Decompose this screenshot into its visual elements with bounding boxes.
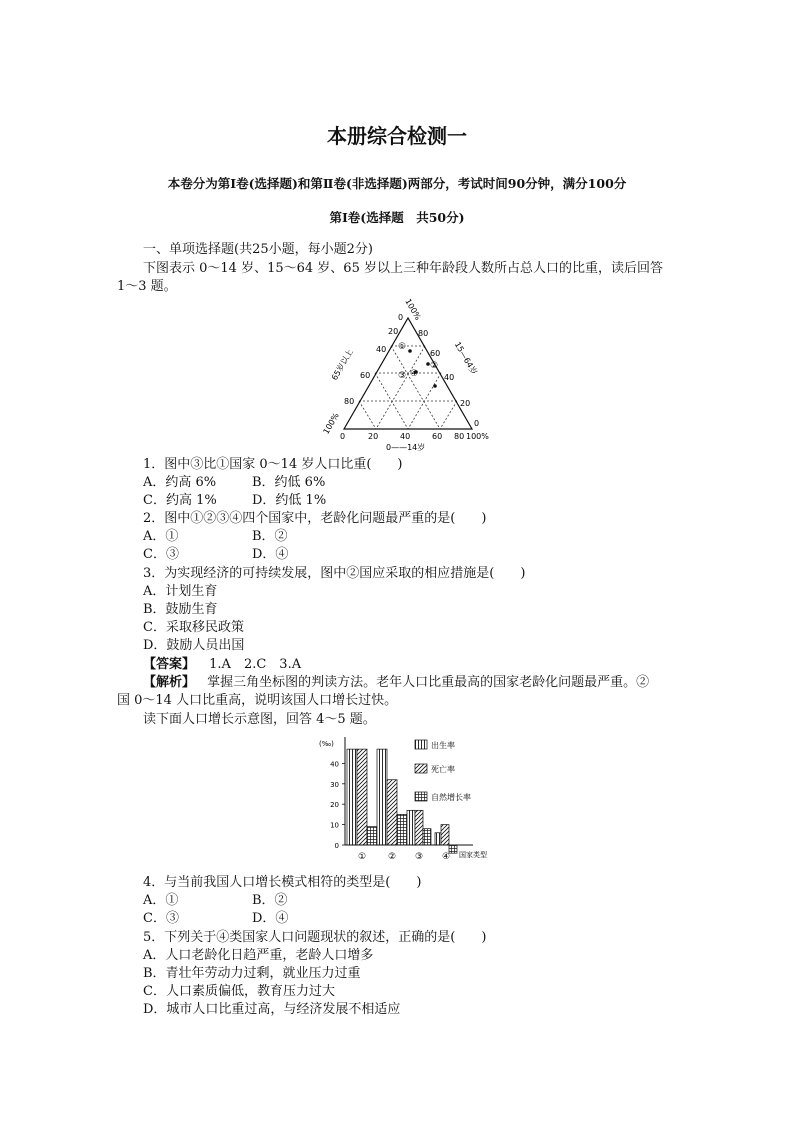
- analysis-text: 掌握三角坐标图的判读方法。老年人口比重最高的国家老龄化问题最严重。②: [207, 675, 650, 690]
- y-tick-label: 0: [334, 842, 339, 850]
- analysis-line: [143, 674, 649, 692]
- answer-label: 【答案】: [143, 657, 196, 672]
- y-tick-label: 10: [330, 821, 339, 830]
- legend-swatch-birth: [415, 740, 427, 749]
- left-tick: 60: [360, 371, 371, 380]
- option-d: D．④: [252, 911, 289, 926]
- left-tick: 80: [344, 397, 355, 406]
- x-tick-label: ③: [414, 852, 424, 862]
- question-2: 2．图中①②③④四个国家中，老龄化问题最严重的是( ): [143, 511, 487, 526]
- country-point-4: [433, 384, 437, 388]
- y-tick-label: 30: [330, 780, 339, 789]
- left-tick: 20: [388, 327, 399, 336]
- option-c: C．采取移民政策: [143, 620, 244, 635]
- bar-natural-growth: [397, 814, 407, 845]
- option-b: B．②: [252, 893, 288, 908]
- option-a: A．①: [143, 529, 179, 544]
- option-a: A．约高 6%: [143, 475, 217, 490]
- bar-death-rate: [415, 810, 423, 845]
- legend-label: 自然增长率: [431, 793, 471, 802]
- page-title: 本册综合检测一: [327, 124, 467, 148]
- legend-label: 出生率: [431, 741, 455, 750]
- x-tick-label: ②: [387, 852, 397, 862]
- bar-death-rate: [357, 749, 367, 845]
- right-tick: 60: [430, 349, 441, 358]
- option-b: B．青壮年劳动力过剩，就业压力过重: [143, 966, 361, 981]
- question-5: 5．下列关于④类国家人口问题现状的叙述，正确的是( ): [143, 930, 487, 945]
- left-tick: 100%: [321, 411, 341, 436]
- right-tick: 80: [418, 329, 429, 338]
- option-d: D．④: [252, 547, 289, 562]
- question-stem-4-5: 读下面人口增长示意图，回答 4～5 题。: [143, 712, 376, 727]
- bottom-tick: 0: [340, 432, 346, 441]
- y-tick-label: 40: [330, 760, 339, 769]
- option-a: A．计划生育: [143, 584, 218, 599]
- option-d: D．城市人口比重过高，与经济发展不相适应: [143, 1002, 401, 1017]
- x-tick-label: ④: [441, 852, 451, 862]
- question-3: 3．为实现经济的可持续发展，图中②国应采取的相应措施是( ): [143, 566, 526, 581]
- ternary-chart: [318, 296, 508, 456]
- bottom-tick: 20: [368, 432, 379, 441]
- bar-death-rate: [441, 825, 449, 845]
- question-stem-1-3-cont: 1～3 题。: [117, 279, 177, 294]
- y-axis-label: (‰): [319, 740, 334, 748]
- option-d: D．鼓励人员出国: [143, 638, 245, 653]
- right-axis-label: 15—64岁: [452, 340, 479, 377]
- country-point-1: [408, 349, 412, 353]
- right-tick: 20: [460, 399, 471, 408]
- right-tick: 0: [474, 419, 480, 428]
- legend: [415, 740, 471, 802]
- answer-text: 1.A 2.C 3.A: [209, 657, 302, 672]
- bottom-tick: 60: [432, 432, 443, 441]
- bar-death-rate: [387, 780, 397, 845]
- point-label: ④: [410, 369, 419, 379]
- option-b: B．②: [252, 529, 288, 544]
- option-c: C．③: [143, 911, 179, 926]
- legend-label: 死亡率: [431, 765, 455, 774]
- question-4: 4．与当前我国人口增长模式相符的类型是( ): [143, 875, 422, 890]
- legend-swatch-death: [415, 764, 427, 773]
- analysis-label: 【解析】: [143, 675, 196, 690]
- option-b: B．鼓励生育: [143, 602, 218, 617]
- option-a: A．人口老龄化日趋严重，老龄人口增多: [143, 948, 374, 963]
- option-c: C．人口素质偏低，教育压力过大: [143, 984, 335, 999]
- population-growth-chart: [315, 733, 505, 863]
- bottom-axis-label: 0——14岁: [386, 443, 426, 452]
- exam-intro: 本卷分为第Ⅰ卷(选择题)和第Ⅱ卷(非选择题)两部分，考试时间90分钟，满分100分: [167, 176, 627, 191]
- part-heading: 第Ⅰ卷(选择题 共50分): [329, 210, 465, 225]
- option-b: B．约低 6%: [252, 475, 326, 490]
- bar-natural-growth: [449, 845, 457, 853]
- analysis-text-cont: 国 0～14 人口比重高，说明该国人口增长过快。: [117, 693, 398, 708]
- y-tick-label: 20: [330, 801, 339, 810]
- x-axis-label: 国家类型: [459, 851, 487, 859]
- bottom-tick: 100%: [466, 432, 489, 441]
- left-tick: 0: [398, 313, 404, 322]
- x-tick-label: ①: [357, 852, 367, 862]
- legend-swatch-growth: [415, 792, 427, 801]
- bar-birth-rate: [377, 749, 387, 845]
- left-axis-label: 65岁以上: [329, 347, 355, 382]
- left-tick: 40: [376, 345, 387, 354]
- answer-line: [143, 656, 301, 674]
- bottom-tick: 80: [454, 432, 465, 441]
- option-c: C．③: [143, 547, 179, 562]
- right-tick: 40: [444, 373, 455, 382]
- bar-natural-growth: [423, 829, 431, 845]
- option-c: C．约高 1%: [143, 493, 217, 508]
- question-1: 1．图中③比①国家 0～14 岁人口比重( ): [143, 457, 403, 472]
- right-tick: 100%: [403, 297, 423, 322]
- option-d: D．约低 1%: [252, 493, 327, 508]
- question-stem-1-3: 下图表示 0～14 岁、15～64 岁、65 岁以上三种年龄段人数所占总人口的比重，读后回答: [143, 261, 663, 276]
- ternary-grid: [359, 346, 457, 429]
- bar-natural-growth: [367, 827, 377, 845]
- option-a: A．①: [143, 893, 179, 908]
- bottom-tick: 40: [400, 432, 411, 441]
- point-label: ②: [430, 361, 439, 371]
- bar-birth-rate: [435, 833, 441, 845]
- bar-birth-rate: [407, 810, 415, 845]
- point-label: ③: [398, 371, 407, 381]
- bar-birth-rate: [347, 749, 357, 845]
- point-label: ①: [398, 342, 407, 352]
- section-heading: 一、单项选择题(共25小题，每小题2分): [143, 242, 373, 257]
